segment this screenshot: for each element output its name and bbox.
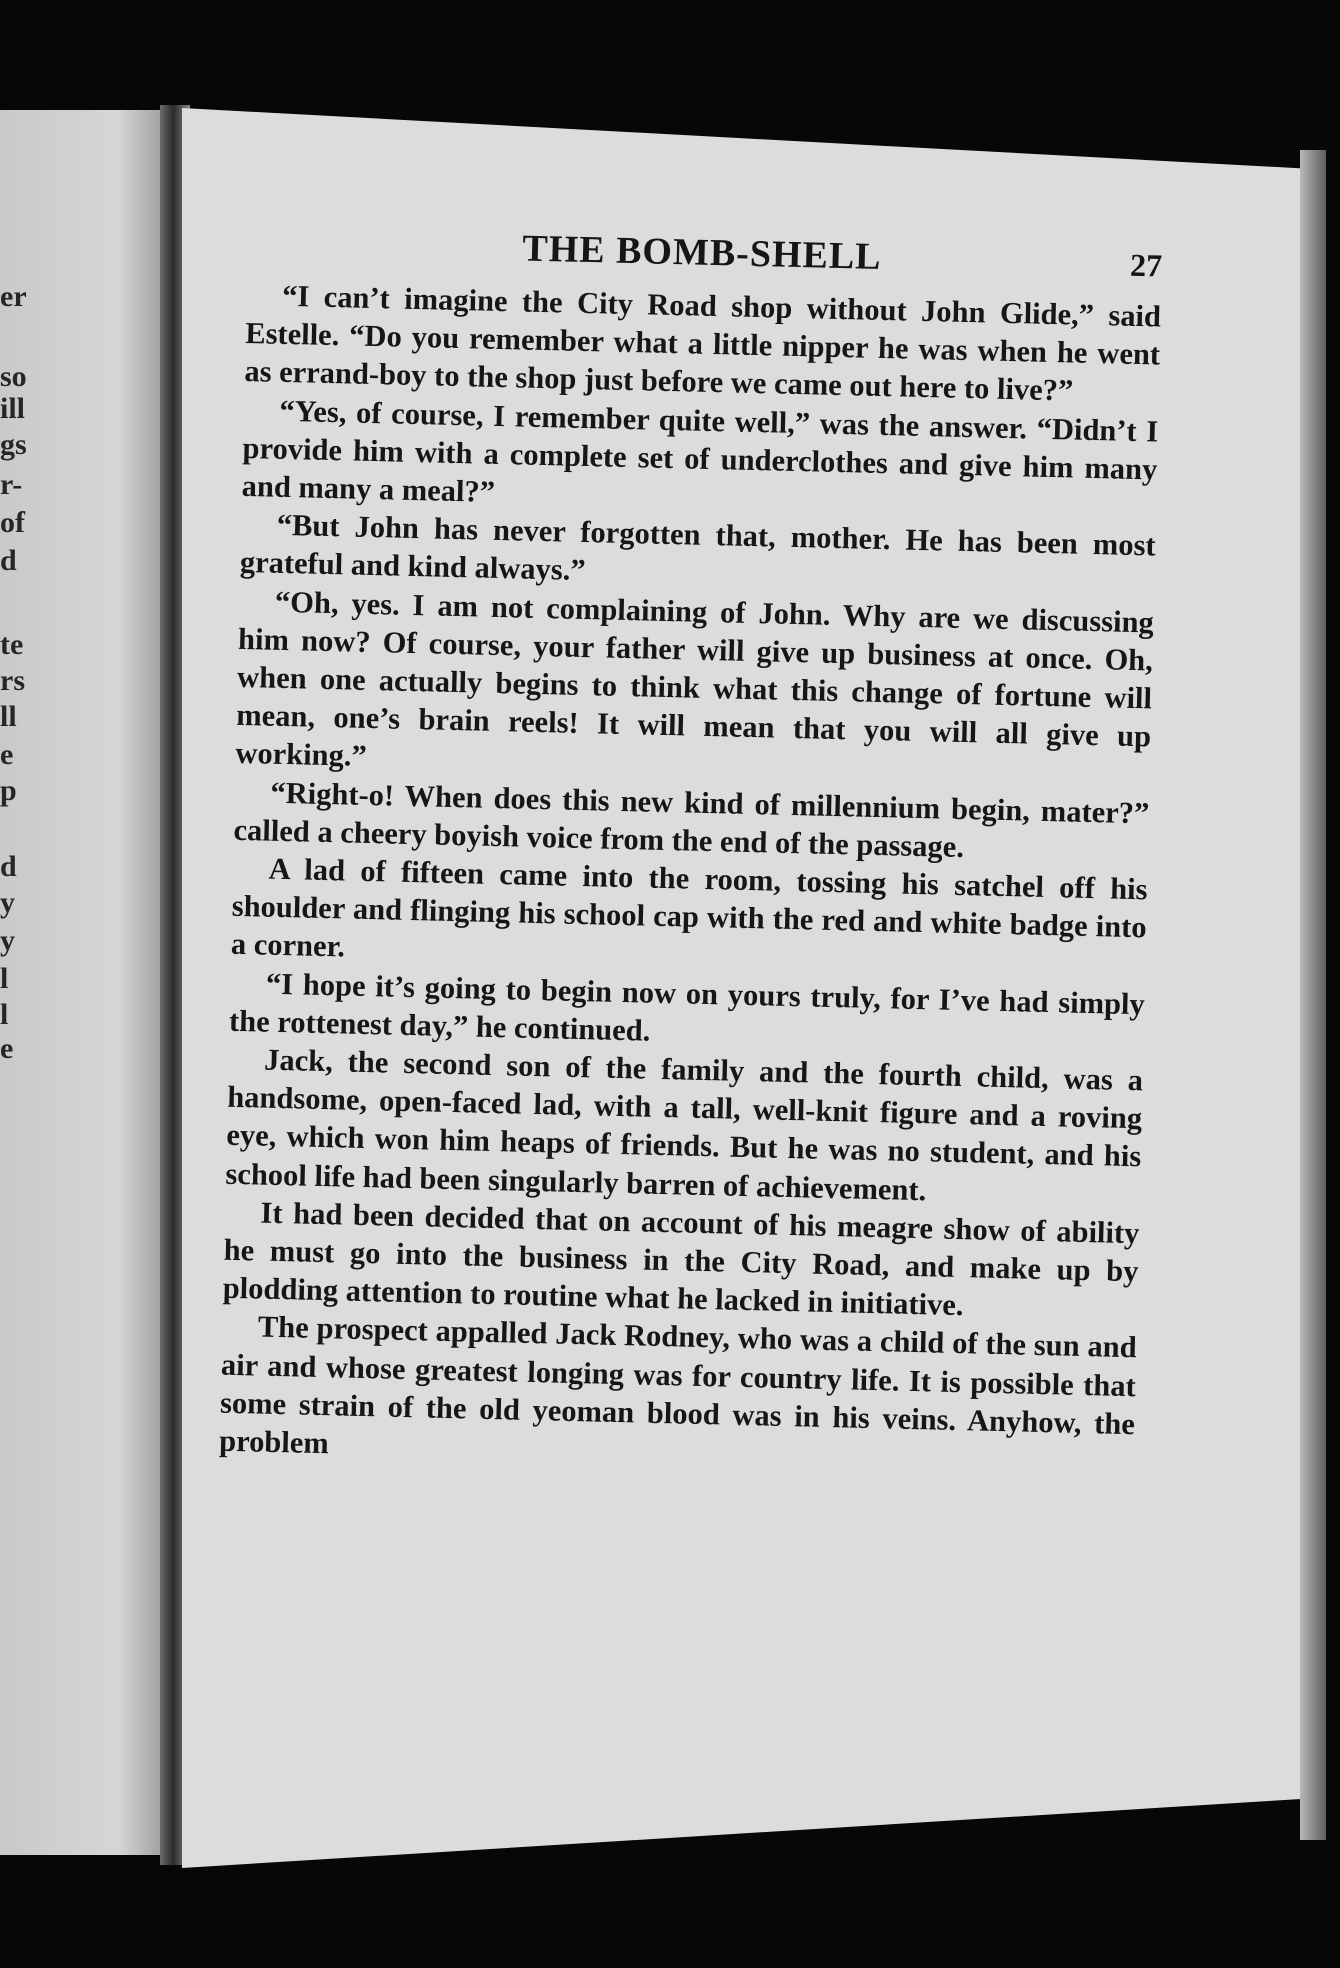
left-fragment: y [0, 924, 15, 957]
left-fragment: d [0, 850, 17, 883]
paragraph: “I can’t imagine the City Road shop without John Glide,” said Estelle. “Do you remember what a little nipper he was when he went as errand-boy to the shop just before we came out here to live?” [244, 278, 1162, 408]
page-edge-shadow [1300, 150, 1326, 1840]
running-head-title: THE BOMB-SHELL [521, 227, 883, 278]
paragraph: It had been decided that on account of his meagre show of ability he must go into the business in the City Road, and make up by plodding attention to routine what he lacked in initiative. [222, 1195, 1140, 1323]
left-fragment: of [0, 506, 25, 539]
paragraph: “But John has never forgotten that, mother. He has been most grateful and kind always.” [239, 507, 1156, 588]
page-text-block [219, 220, 1163, 1482]
paragraph: “Right-o! When does this new kind of millennium begin, mater?” called a cheery boyish voice from the end of the passage. [233, 775, 1150, 864]
left-fragment: d [0, 544, 17, 577]
left-fragment: e [0, 1032, 14, 1065]
left-fragment: er [0, 280, 27, 313]
left-fragment: y [0, 886, 15, 919]
left-fragment: p [0, 774, 17, 807]
left-fragment: te [0, 628, 24, 661]
left-fragment: ill [0, 392, 26, 425]
paragraph: “I hope it’s going to begin now on yours truly, for I’ve had simply the rottenest day,” he continued. [228, 966, 1146, 1048]
left-fragment: e [0, 738, 14, 771]
left-fragment: so [0, 360, 27, 393]
paragraph: “Yes, of course, I remember quite well,” was the answer. “Didn’t I provide him with a complete set of underclothes and give him many and many a meal?” [241, 393, 1159, 509]
left-fragment: l [0, 998, 9, 1031]
left-fragment: r- [0, 468, 23, 501]
paragraph: Jack, the second son of the family and the fourth child, was a handsome, open-faced lad, with a tall, well-knit figure and a roving eye, which won him heaps of friends. But he was no student, and his school life had been singularly barren of achievement. [225, 1042, 1144, 1207]
left-fragment: ll [0, 700, 17, 733]
page-number: 27 [1129, 246, 1163, 284]
left-fragment: l [0, 962, 9, 995]
left-fragment: gs [0, 428, 27, 461]
paragraph: The prospect appalled Jack Rodney, who was a child of the sun and air and whose greatest longing was for country life. It is possible that some strain of the old yeoman blood was in his veins. Anyhow, the problem [218, 1310, 1138, 1461]
paragraph: A lad of fifteen came into the room, tossing his satchel off his shoulder and flinging his school cap with the red and white badge into a corner. [230, 851, 1148, 964]
left-fragment: rs [0, 664, 25, 697]
paragraph: “Oh, yes. I am not complaining of John. Why are we discussing him now? Of course, your father will give up business at once. Oh, when one actually begins to think what this change of fortune will mean, one’s brain reels! It will mean that you will all give up working.” [235, 584, 1155, 774]
